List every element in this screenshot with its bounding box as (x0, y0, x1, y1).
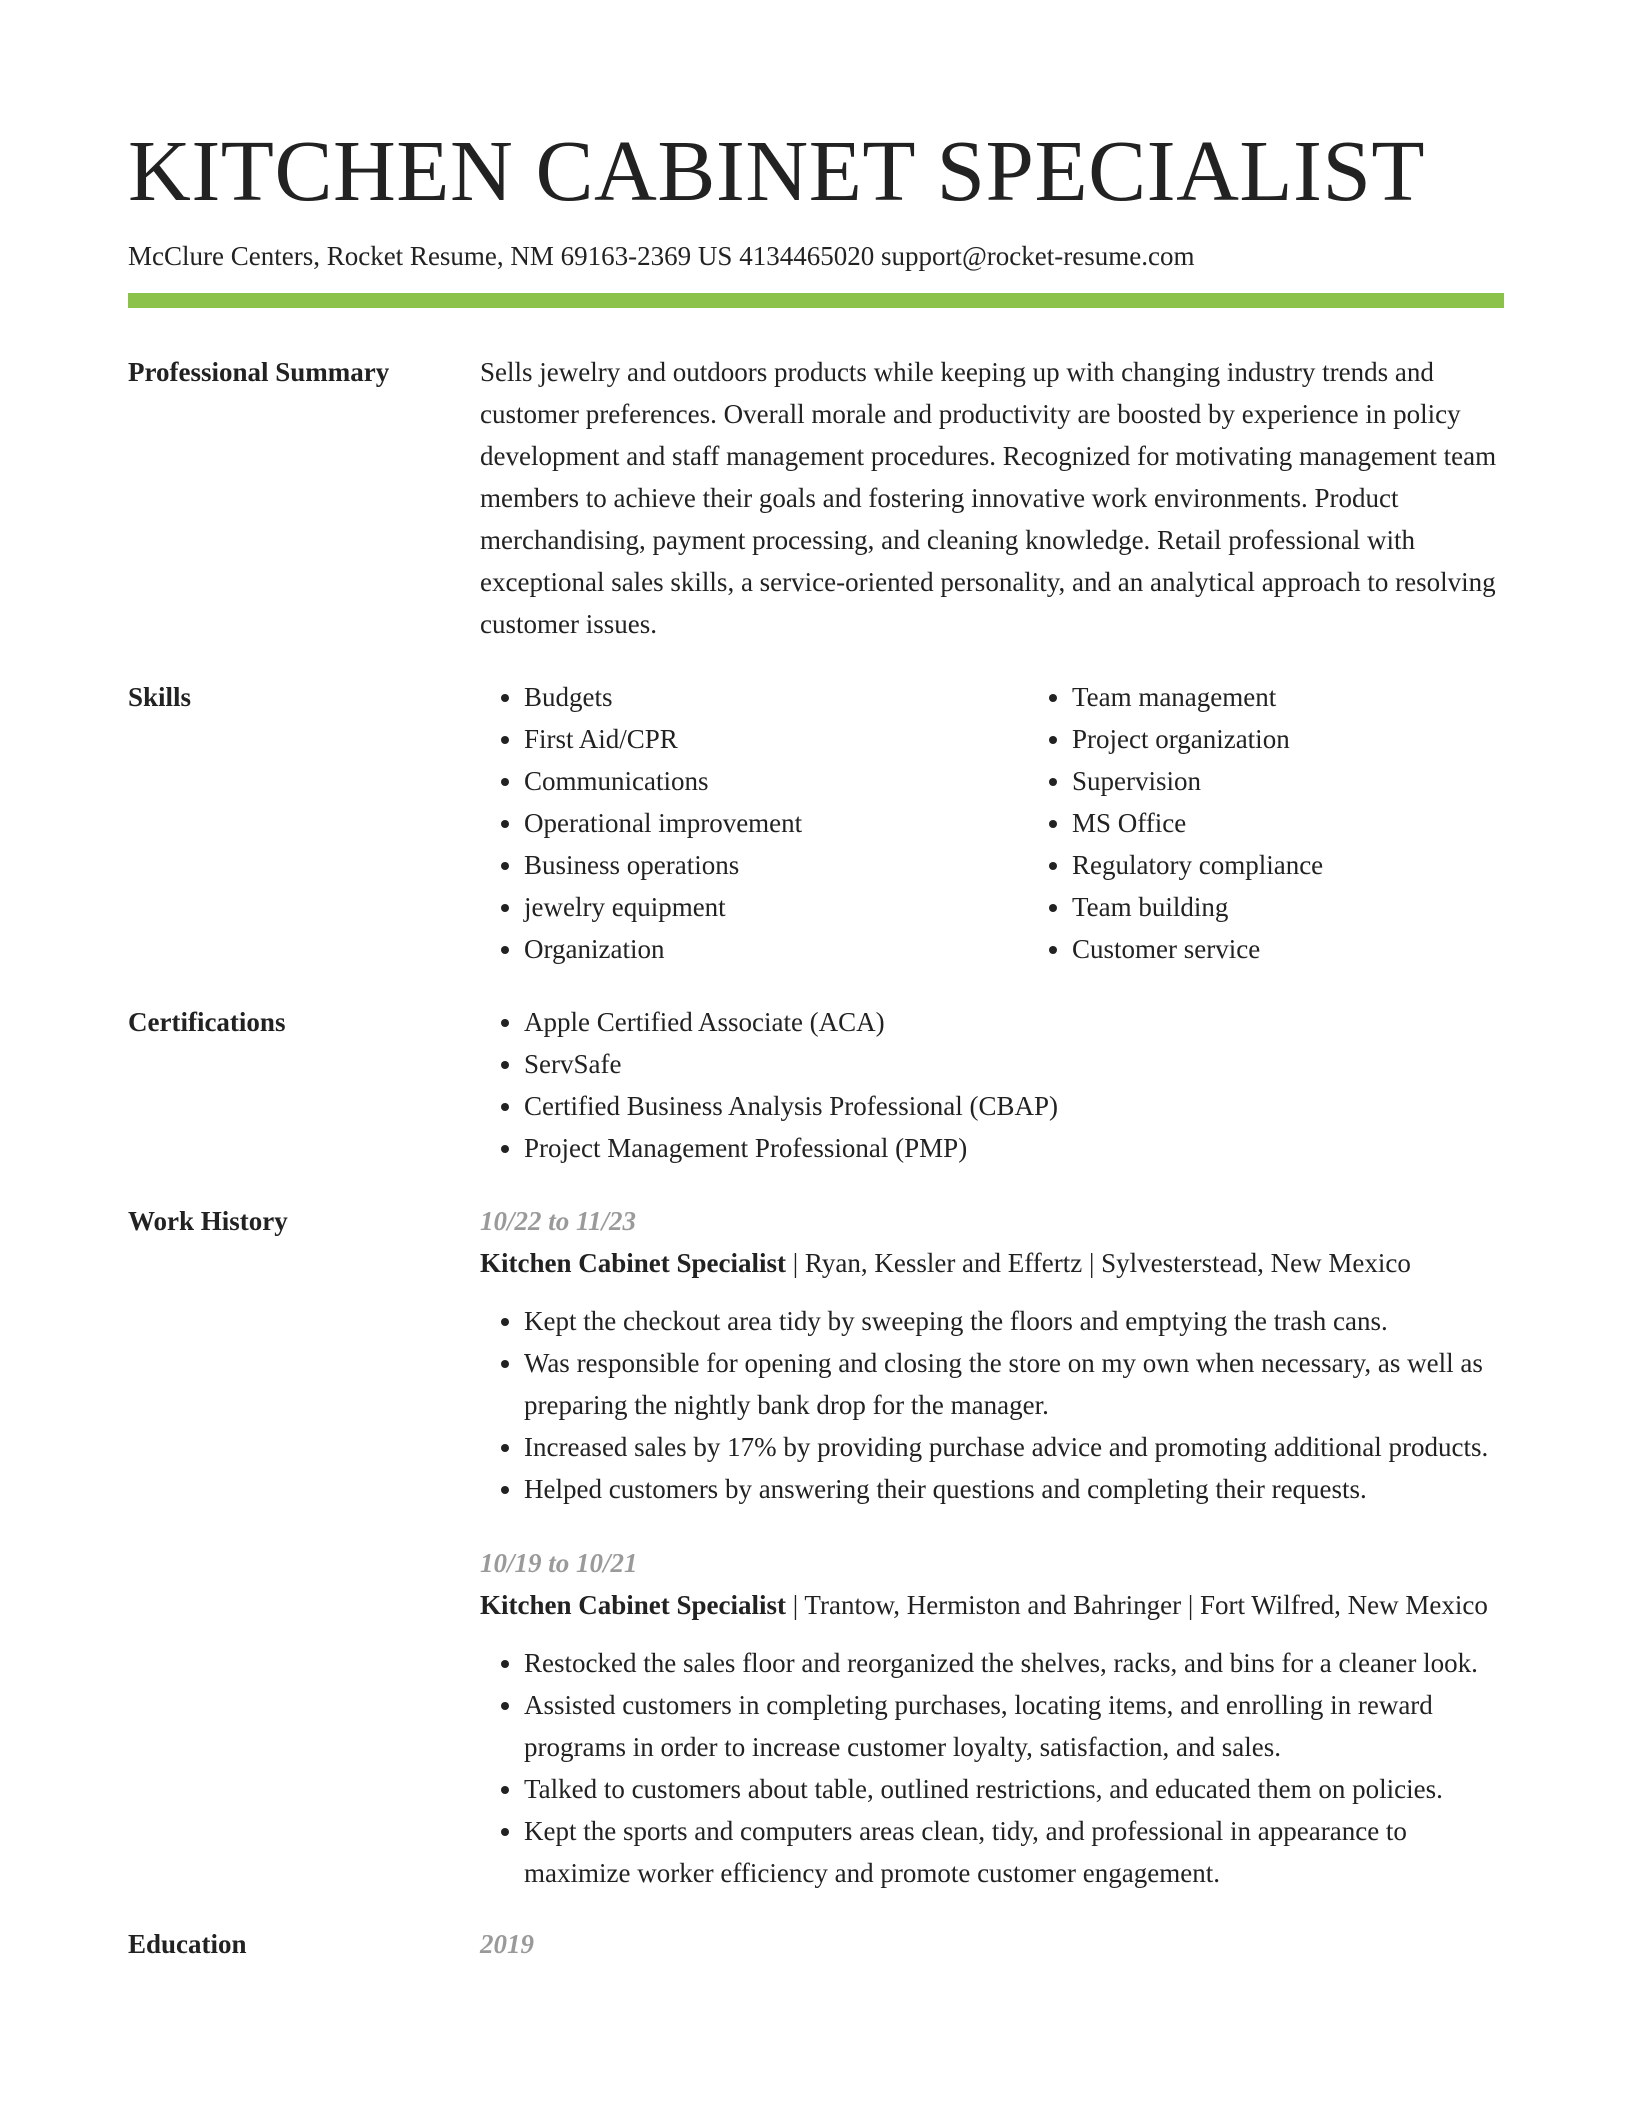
skill-item: • MS Office (1072, 802, 1576, 844)
header-divider (128, 293, 1504, 308)
skills-list-left (480, 676, 1028, 970)
job-bullet: • Restocked the sales floor and reorganized the shelves, racks, and bins for a cleaner look. (524, 1642, 1504, 1684)
summary-label: Professional Summary (128, 357, 390, 387)
skill-item: • Team management (1072, 676, 1576, 718)
job-entry (480, 1542, 1504, 1894)
skill-item: • Regulatory compliance (1072, 844, 1576, 886)
job-details: | Ryan, Kessler and Effertz | Sylvesterstead, New Mexico (786, 1248, 1411, 1278)
resume-page (128, 0, 1504, 1965)
job-bullet: • Helped customers by answering their questions and completing their requests. (524, 1468, 1504, 1510)
resume-name: KITCHEN CABINET SPECIALIST (128, 122, 1426, 219)
skill-item: • Customer service (1072, 928, 1576, 970)
contact-email: support@rocket-resume.com (880, 241, 1195, 271)
summary-text: Sells jewelry and outdoors products while keeping up with changing industry trends and customer preferences. Overall morale and productivity are boosted by experience in policy development and staff management procedures. Recognized for motivating management team members to achieve their goals and fostering innovative work environments. Product merchandising, payment processing, and cleaning knowledge. Retail professional with exceptional sales skills, a service-oriented personality, and an analytical approach to resolving customer issues. (480, 357, 1497, 639)
job-dates: 10/22 to 11/23 (480, 1206, 637, 1236)
certifications-body (480, 1001, 1504, 1169)
job-entry (480, 1200, 1504, 1510)
skill-item: • Communications (524, 760, 1028, 802)
skill-item: • jewelry equipment (524, 886, 1028, 928)
skill-item: • Supervision (1072, 760, 1576, 802)
skill-item: • First Aid/CPR (524, 718, 1028, 760)
skill-item: • Team building (1072, 886, 1576, 928)
contact-address: McClure Centers, Rocket Resume, NM 69163-2369 US (128, 241, 733, 271)
job-bullets (480, 1300, 1504, 1510)
work-history-label: Work History (128, 1206, 288, 1236)
skills-columns (480, 676, 1576, 970)
education-body (480, 1923, 1504, 1965)
certification-item: • Project Management Professional (PMP) (524, 1127, 1504, 1169)
skills-label: Skills (128, 682, 192, 712)
education-label: Education (128, 1929, 247, 1959)
certification-item: • Certified Business Analysis Professional (CBAP) (524, 1085, 1504, 1127)
skills-section (128, 676, 1504, 970)
contact-phone: 4134465020 (739, 241, 875, 271)
summary-section (128, 351, 1504, 645)
skill-item: • Organization (524, 928, 1028, 970)
skills-list-right (1028, 676, 1576, 970)
job-bullet: • Kept the checkout area tidy by sweeping the floors and emptying the trash cans. (524, 1300, 1504, 1342)
skill-item: • Operational improvement (524, 802, 1028, 844)
job-bullets (480, 1642, 1504, 1894)
skill-item: • Project organization (1072, 718, 1576, 760)
job-heading (480, 1584, 1504, 1626)
certification-item: • ServSafe (524, 1043, 1504, 1085)
work-history-section (128, 1200, 1504, 1894)
education-section (128, 1923, 1504, 1965)
education-date: 2019 (480, 1929, 534, 1959)
job-title: Kitchen Cabinet Specialist (480, 1248, 787, 1278)
job-heading (480, 1242, 1504, 1284)
certifications-section (128, 1001, 1504, 1169)
certification-item: • Apple Certified Associate (ACA) (524, 1001, 1504, 1043)
skill-item: • Budgets (524, 676, 1028, 718)
contact-line (128, 239, 1504, 273)
job-bullet: • Increased sales by 17% by providing purchase advice and promoting additional products. (524, 1426, 1504, 1468)
job-title: Kitchen Cabinet Specialist (480, 1590, 787, 1620)
job-bullet: • Kept the sports and computers areas clean, tidy, and professional in appearance to maximize worker efficiency and promote customer engagement. (524, 1810, 1504, 1894)
job-dates: 10/19 to 10/21 (480, 1548, 638, 1578)
skill-item: • Business operations (524, 844, 1028, 886)
job-bullet: • Assisted customers in completing purchases, locating items, and enrolling in reward programs in order to increase customer loyalty, satisfaction, and sales. (524, 1684, 1504, 1768)
job-details: | Trantow, Hermiston and Bahringer | Fort Wilfred, New Mexico (786, 1590, 1488, 1620)
work-history-body (480, 1200, 1504, 1894)
job-bullet: • Was responsible for opening and closing the store on my own when necessary, as well as preparing the nightly bank drop for the manager. (524, 1342, 1504, 1426)
certifications-list (480, 1001, 1504, 1169)
certifications-label: Certifications (128, 1007, 286, 1037)
job-bullet: • Talked to customers about table, outlined restrictions, and educated them on policies. (524, 1768, 1504, 1810)
